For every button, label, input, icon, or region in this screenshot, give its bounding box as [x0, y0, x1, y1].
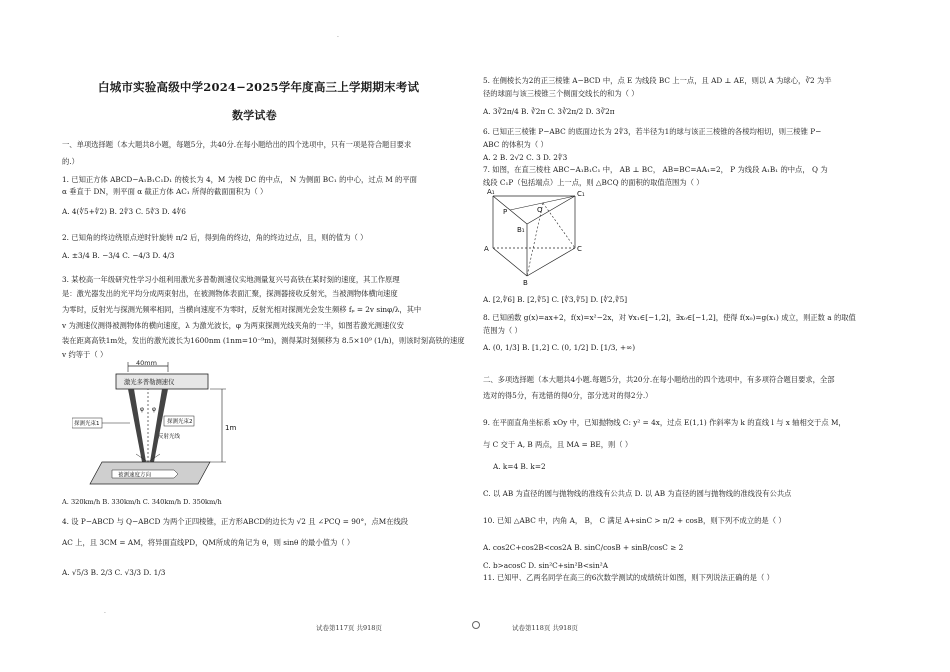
q3-line1: 3. 某校高一年级研究性学习小组利用激光多普勒测速仪实地测量复兴号高铁在某时刻的速度，其工作原理 [62, 275, 400, 284]
footer-page-left: 试卷第117页 共918页 [316, 624, 382, 632]
prism-figure [483, 186, 593, 290]
reflect-label: 反射光线 [158, 434, 181, 440]
q3-line3: 为零时，反射光与探测光频率相同，当横向速度不为零时，反射光相对探测光会发生频移 fₚ = 2v sinφ/λ，其中 [62, 305, 422, 314]
q11-line1: 11. 已知甲、乙两名同学在高三的6次数学测试的成绩统计如图，则下列说法正确的是（ ） [483, 573, 774, 582]
q6-line1: 6. 已知正三棱锥 P−ABC 的底面边长为 2∜3，若半径为1的球与该正三棱锥的各棱均相切，则三棱锥 P− [483, 127, 822, 136]
q3-options: A. 320km/h B. 330km/h C. 340km/h D. 350km/h [62, 498, 222, 506]
section1-line2: 的.） [62, 157, 79, 166]
label-c1: C₁ [577, 190, 585, 198]
beam2-label: 探测光束2 [167, 419, 193, 425]
q2-options: A. ±3/4 B. −3/4 C. −4/3 D. 4/3 [62, 251, 175, 260]
q5-line1: 5. 在侧棱长为2的正三棱锥 A−BCD 中，点 E 为线段 BC 上一点，且 AD ⊥ AE，则以 A 为球心，∛2 为半 [483, 76, 832, 85]
header-mark: · [337, 34, 339, 41]
bottom-mark: · [104, 610, 106, 617]
q7-line2: 线段 C₁P（包括端点）上一点，则 △BCQ 的面积的取值范围为（ ） [483, 178, 704, 187]
section1-line1: 一、单项选择题（本大题共8小题，每题5分，共40分.在每小题给出的四个选项中，只有一项是符合题目要求 [62, 140, 412, 149]
beam1 [128, 389, 146, 462]
label-p: P [503, 208, 508, 216]
binding-circle [472, 621, 480, 629]
q3-line2: 是：激光器发出的光平均分成两束射出，在被测物体表面汇聚，探测器接收反射光，当被测物体横向速度 [62, 289, 398, 298]
width-label: 40mm [136, 359, 157, 367]
exam-title: 白城市实验高级中学2024−2025学年度高三上学期期末考试 [98, 80, 420, 94]
edge-ab [493, 248, 527, 276]
q1-line2: α 垂直于 DN，则平面 α 截正方体 AC₁ 所得的截面面积为（ ） [62, 187, 268, 196]
edge-b1c1 [527, 196, 575, 224]
q10-options-cd: C. b>acosC D. sin²C+sin²B<sin²A [483, 561, 609, 570]
laser-velocimeter-figure [72, 358, 242, 496]
q3-line6: v 约等于（ ） [62, 350, 108, 359]
label-a1: A₁ [487, 188, 495, 196]
direction-label: 被测速度方向 [118, 472, 152, 479]
q1-options: A. 4(∜5+∜2) B. 2∜3 C. 5∜3 D. 4∜6 [62, 207, 186, 216]
exam-subtitle: 数学试卷 [232, 109, 277, 122]
section2-line2: 选对的得5分，有选错的得0分，部分选对的得2分.） [483, 391, 653, 400]
q2-line1: 2. 已知角的终边绕原点逆时针旋转 π/2 后，得到角的终边，角的终边过点，且，则的值为（ ） [62, 233, 368, 242]
footer-page-right: 试卷第118页 共918页 [512, 624, 578, 632]
q8-line2: 范围为（ ） [483, 326, 522, 335]
q3-line4: v 为测速仪测得被测物体的横向速度，λ 为激光波长，φ 为两束探测光线夹角的一半，如图若激光测速仪安 [62, 321, 404, 330]
section2-line1: 二、多项选择题（本大题共4小题.每题5分，共20分.在每小题给出的四个选项中，有多项符合题目要求，全部 [483, 375, 835, 384]
q3-line5: 装在距离高铁1m处，发出的激光波长为1600nm (1nm=10⁻⁹m)，测得某时刻频移为 8.5×10⁹ (1/h)，则该时刻高铁的速度 [62, 336, 465, 345]
segment-qc [543, 203, 575, 248]
label-b: B [523, 279, 528, 287]
q7-options: A. [2,∜6] B. [2,∜5] C. [∜3,∜5] D. [∜2,∜5] [483, 295, 628, 304]
q9-options-ab: A. k=4 B. k=2 [493, 462, 546, 471]
q8-line1: 8. 已知函数 g(x)=ax+2，f(x)=x²−2x，对 ∀x₁∈[−1,2]，∃x₀∈[−1,2]，使得 f(x₀)=g(x₁) 成立，则正数 a 的取值 [483, 313, 856, 322]
beam1-label: 探测光束1 [74, 421, 100, 427]
q5-options: A. 3∛2π/4 B. ∛2π C. 3∛2π/2 D. 3∛2π [483, 107, 615, 116]
q5-line2: 径的球面与该三棱锥三个侧面交线长的和为（ ） [483, 89, 639, 98]
q4-line1: 4. 设 P−ABCD 与 Q−ABCD 为两个正四棱锥，正方形ABCD的边长为 √2 且 ∠PCQ = 90°，点M在线段 [62, 517, 409, 526]
label-q: Q [537, 206, 543, 214]
q8-options: A. (0, 1/3] B. [1,2] C. (0, 1/2] D. [1/3, +∞) [483, 343, 636, 352]
phi-left: φ [140, 406, 144, 413]
distance-label: 1m [225, 424, 237, 432]
q1-line1: 1. 已知正方体 ABCD−A₁B₁C₁D₁ 的棱长为 4，M 为棱 DC 的中点， N 为侧面 BC₁ 的中心，过点 M 的平面 [62, 175, 417, 184]
q6-line2: ABC 的体积为（ ） [483, 140, 548, 149]
q4-line2: AC 上，且 3CM = AM，将异面直线PD，QM所成的角记为 θ，则 sinθ 的最小值为（ ） [62, 538, 355, 547]
q6-options: A. 2 B. 2√2 C. 3 D. 2∜3 [483, 153, 568, 162]
phi-right: φ [152, 406, 156, 413]
q10-line1: 10. 已知 △ABC 中，内角 A， B， C 满足 A+sinC > π/2 + cosB，则下列不成立的是（ ） [483, 516, 786, 525]
label-c: C [577, 245, 582, 253]
q9-line1: 9. 在平面直角坐标系 xOy 中，已知抛物线 C: y² = 4x，过点 E(1,1) 作斜率为 k 的直线 l 与 x 轴相交于点 M， [483, 418, 846, 427]
device-label: 激光多普勒测速仪 [124, 379, 175, 386]
label-b1: B₁ [517, 226, 525, 234]
q10-options-ab: A. cos2C+cos2B<cos2A B. sinC/cosB + sinB/cosC ≥ 2 [483, 543, 684, 552]
q7-line1: 7. 如图，在直三棱柱 ABC−A₁B₁C₁ 中， AB ⊥ BC， AB=BC=AA₁=2， P 为线段 A₁B₁ 的中点， Q 为 [483, 165, 828, 174]
q4-options: A. √5/3 B. 2/3 C. √3/3 D. 1/3 [62, 568, 166, 577]
q9-line2: 与 C 交于 A, B 两点，且 MA = BE，则（ ） [483, 440, 633, 449]
label-a: A [484, 245, 489, 253]
edge-bc [527, 248, 575, 276]
q9-options-cd: C. 以 AB 为直径的圆与抛物线的准线有公共点 D. 以 AB 为直径的圆与抛物线的准线没有公共点 [483, 489, 792, 498]
